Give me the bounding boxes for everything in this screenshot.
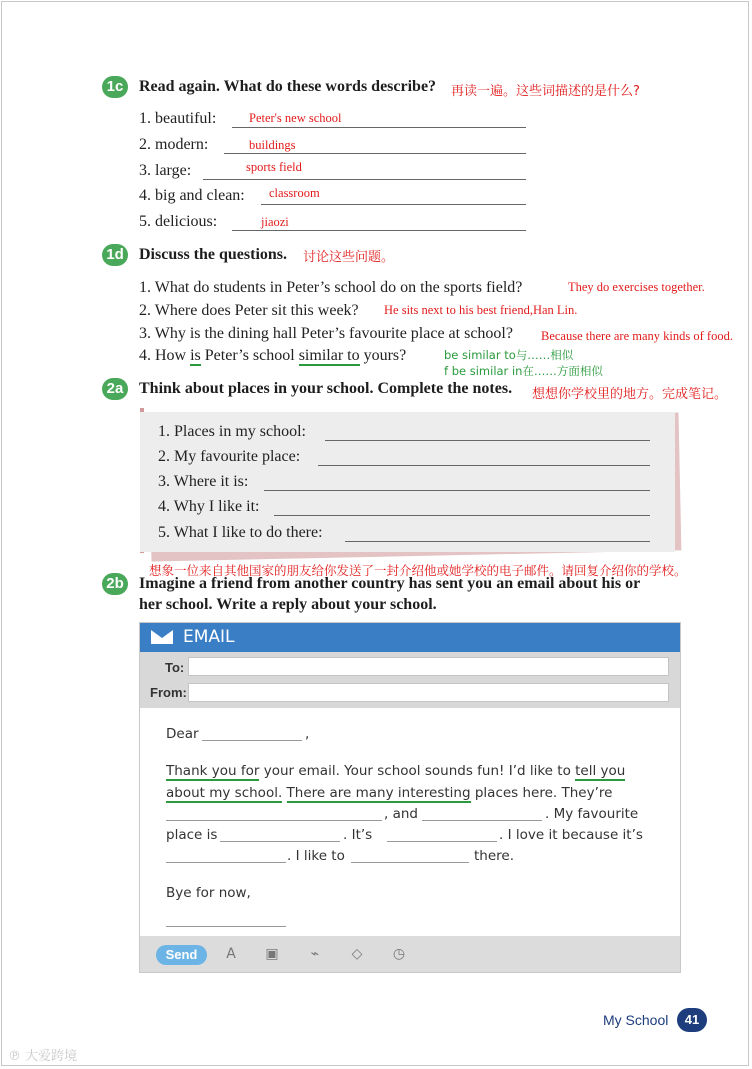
send-button[interactable]: Send [156,945,207,965]
blank-favourite-place[interactable] [220,841,340,842]
watermark-logo [8,1045,77,1064]
note-item-1: 1. Places in my school: [158,423,306,440]
email-line-2 [166,785,612,801]
to-label: To: [165,660,185,675]
question-1d-1: 1. What do students in Peter’s school do on the sports field? [139,279,523,296]
email-window [139,622,681,973]
item-1c-1-label: 1. beautiful: [139,110,217,127]
image-icon[interactable]: ▣ [265,946,279,962]
email-like-to: . I like to [287,848,345,864]
email-line-1 [166,763,625,779]
item-1c-5-label: 5. delicious: [139,213,218,230]
blank-places-1[interactable] [166,820,382,821]
question-1d-4-underlined-similar-to: similar to [298,347,360,364]
item-1c-2-label: 2. modern: [139,136,209,153]
section-badge-1c: 1c [102,76,128,98]
phrase-there-are-many-interesting: There are many interesting [286,785,471,801]
item-1c-3-label: 3. large: [139,162,192,179]
note-item-3: 3. Where it is: [158,473,249,490]
note-line-3[interactable] [264,490,650,491]
email-text: places here. They’re [474,785,613,801]
phrase-about-my-school: about my school. [166,785,283,801]
note-item-4: 4. Why I like it: [158,498,260,515]
blank-why[interactable] [166,862,286,863]
email-its: . It’s [343,827,373,843]
heading-2b-line1: Imagine a friend from another country has sent you an email about his or [139,575,641,592]
email-place-is: place is [166,827,218,843]
watermark-text: 大爱跨境 [25,1049,78,1064]
answer-line [261,204,526,205]
question-1d-4 [139,347,406,365]
note-similar-in: f be similar in在……方面相似 [444,364,603,378]
note-item-5: 5. What I like to do there: [158,524,323,541]
item-1c-4-answer: classroom [269,186,320,200]
question-1d-4-part: Peter’s school [204,347,295,364]
to-input[interactable] [188,657,669,676]
from-input[interactable] [188,683,669,702]
question-1d-4-part: 4. How [139,347,187,364]
email-dear: Dear [166,726,199,742]
page-number: 41 [677,1008,707,1032]
envelope-icon [151,630,173,644]
email-header [140,623,680,652]
note-line-1[interactable] [325,440,650,441]
answer-1d-1: They do exercises together. [568,280,705,294]
section-badge-2b: 2b [102,573,128,595]
item-1c-2-answer: buildings [249,138,296,152]
email-love: . I love it because it’s [499,827,643,843]
heading-1c: Read again. What do these words describe? [139,78,437,95]
item-1c-4-label: 4. big and clean: [139,187,245,204]
answer-1d-2: He sits next to his best friend,Han Lin. [384,303,578,317]
email-there: there. [474,848,515,864]
footer-label: My School [603,1012,669,1028]
email-comma: , [305,726,310,742]
blank-places-2[interactable] [422,820,542,821]
heading-2b-chinese: 想象一位来自其他国家的朋友给你发送了一封介绍他或她学校的电子邮件。请回复介绍你的学校。 [149,563,687,578]
email-title: EMAIL [183,627,235,647]
phrase-tell-you: tell you [575,763,626,779]
heading-2b-line2: her school. Write a reply about your school. [139,596,437,613]
note-line-2[interactable] [318,465,650,466]
text-format-icon[interactable]: A [226,946,236,962]
email-fields [140,652,680,708]
email-my-favourite: . My favourite [545,806,639,822]
watermark-icon: ℗ [8,1049,21,1064]
answer-1d-3: Because there are many kinds of food. [541,329,733,343]
item-1c-3-answer: sports field [246,160,302,174]
email-text: your email. Your school sounds fun! I’d like to [263,763,571,779]
item-1c-1-answer: Peter's new school [249,111,342,125]
question-1d-4-underlined-is: is [190,347,201,364]
answer-line [232,127,526,128]
blank-name[interactable] [202,740,302,741]
email-toolbar [140,936,680,972]
answer-line [224,153,526,154]
section-badge-1d: 1d [102,244,128,266]
question-1d-4-part: yours? [363,347,407,364]
from-label: From: [150,685,187,700]
blank-signature[interactable] [166,926,286,927]
blank-activity[interactable] [351,862,469,863]
phrase-thank-you-for: Thank you for [166,763,260,779]
heading-1d-chinese: 讨论这些问题。 [303,250,395,265]
heading-2a-chinese: 想想你学校里的地方。完成笔记。 [532,387,728,402]
question-1d-2: 2. Where does Peter sit this week? [139,302,359,319]
clock-icon[interactable]: ◷ [392,946,406,962]
email-bye: Bye for now, [166,885,251,901]
email-and: , and [384,806,418,822]
attachment-icon[interactable]: ⌁ [310,946,320,962]
answer-line [203,179,526,180]
heading-2a: Think about places in your school. Complete the notes. [139,380,513,397]
section-badge-2a: 2a [102,378,128,400]
note-line-4[interactable] [274,515,650,516]
answer-line [232,230,526,231]
question-1d-3: 3. Why is the dining hall Peter’s favourite place at school? [139,325,513,342]
blank-where[interactable] [387,841,497,842]
note-line-5[interactable] [345,541,650,542]
item-1c-5-answer: jiaozi [261,215,289,229]
drive-icon[interactable]: ◇ [351,946,363,962]
note-item-2: 2. My favourite place: [158,448,301,465]
note-similar-to: be similar to与……相似 [444,348,574,362]
heading-1c-chinese: 再读一遍。这些词描述的是什么? [451,84,640,99]
heading-1d: Discuss the questions. [139,246,288,263]
